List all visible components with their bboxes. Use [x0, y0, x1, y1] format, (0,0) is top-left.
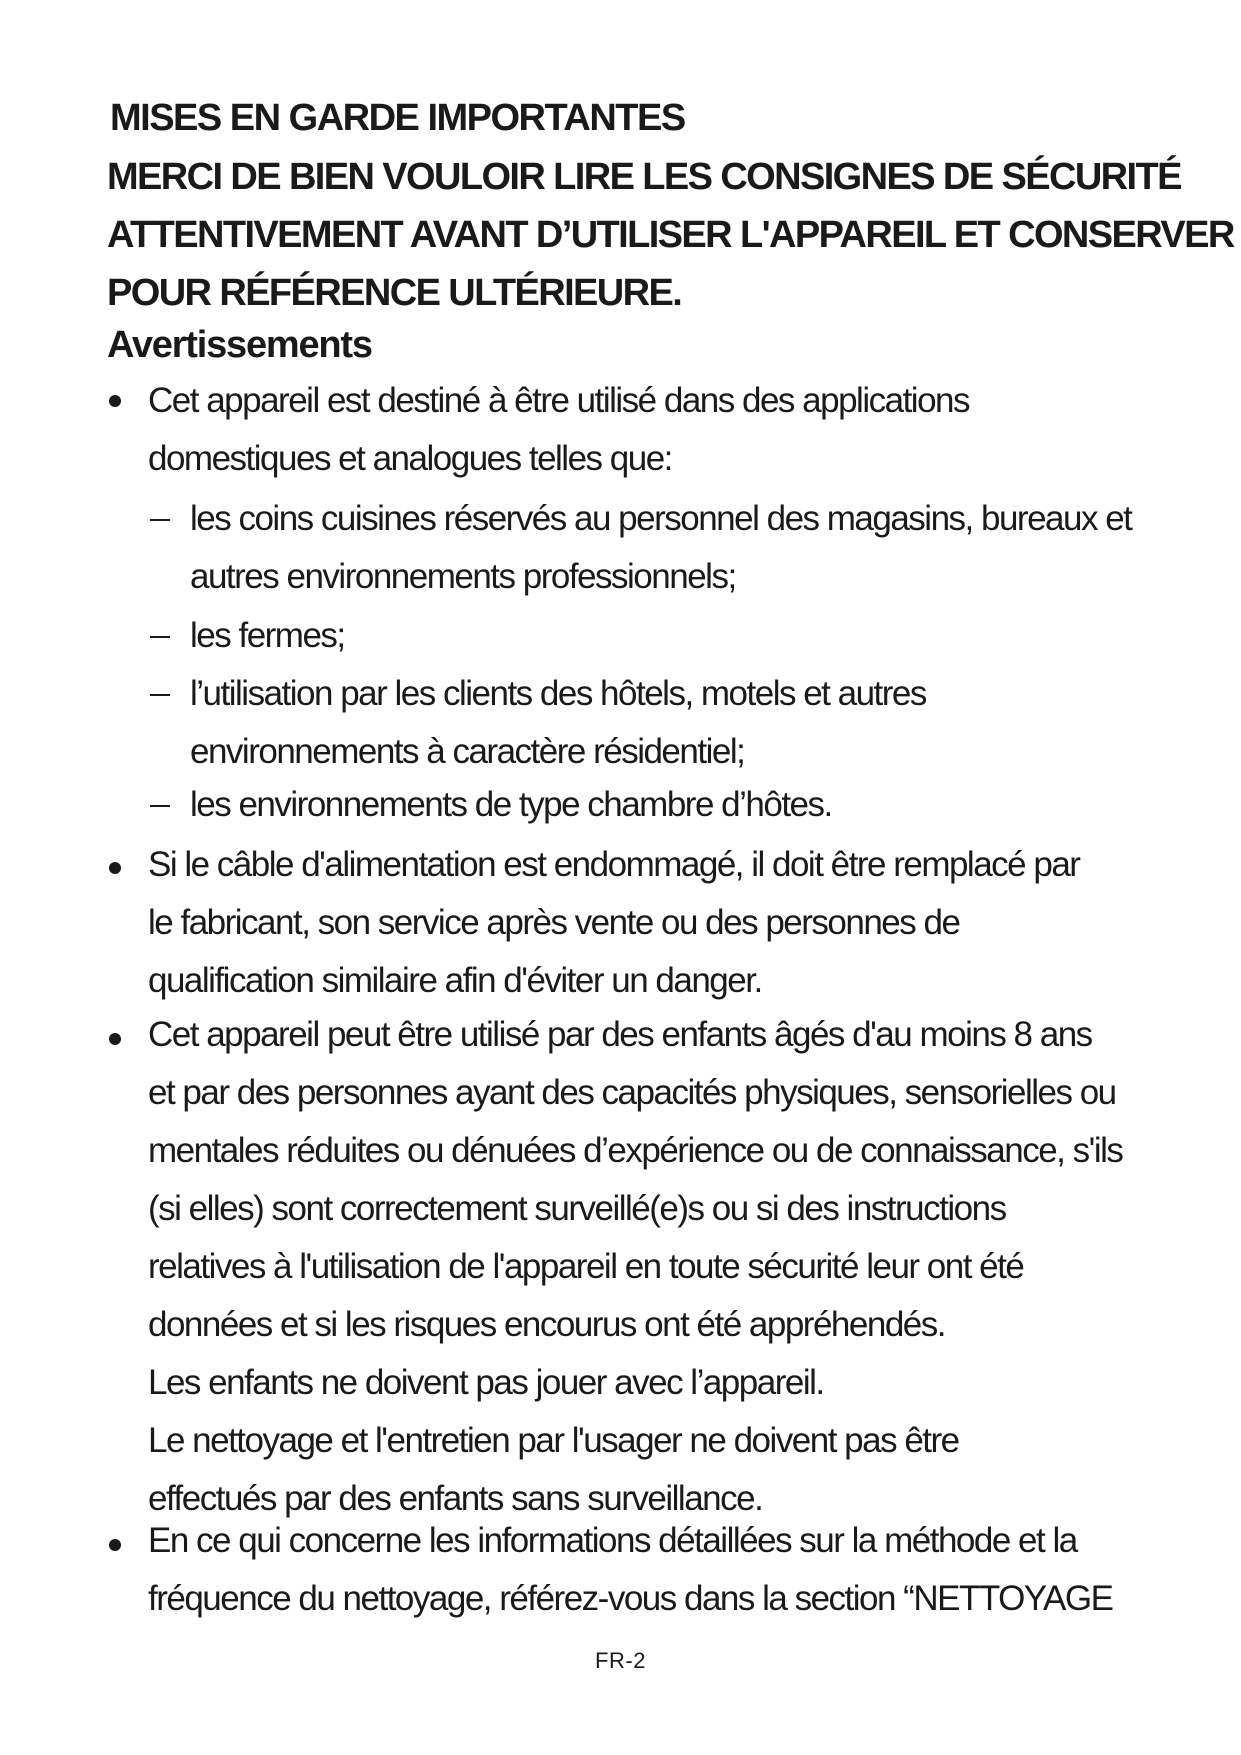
bullet-3-line: (si elles) sont correctement surveillé(e)s ou si des instructions: [148, 1189, 1006, 1228]
intro-line: ATTENTIVEMENT AVANT D’UTILISER L'APPAREIL ET CONSERVER: [107, 214, 1234, 256]
intro-line: POUR RÉFÉRENCE ULTÉRIEURE.: [107, 272, 682, 314]
bullet-icon: [109, 1033, 121, 1045]
bullet-3-line: effectués par des enfants sans surveillance.: [148, 1479, 763, 1518]
bullet-1-line: domestiques et analogues telles que:: [148, 439, 672, 478]
bullet-3-line: Le nettoyage et l'entretien par l'usager ne doivent pas être: [148, 1421, 959, 1460]
sub-item-3-line: environnements à caractère résidentiel;: [190, 732, 745, 771]
dash-icon: [150, 519, 170, 521]
dash-icon: [150, 636, 170, 638]
bullet-2-line: le fabricant, son service après vente ou des personnes de: [148, 903, 960, 942]
bullet-4-line: fréquence du nettoyage, référez-vous dans la section “NETTOYAGE: [148, 1579, 1113, 1618]
bullet-3-line: Les enfants ne doivent pas jouer avec l’appareil.: [148, 1363, 824, 1402]
bullet-3-line: et par des personnes ayant des capacités physiques, sensorielles ou: [148, 1073, 1116, 1112]
dash-icon: [150, 694, 170, 696]
bullet-2-line: Si le câble d'alimentation est endommagé, il doit être remplacé par: [148, 845, 1080, 884]
sub-item-1-line: les coins cuisines réservés au personnel des magasins, bureaux et: [190, 499, 1132, 538]
intro-paragraph: [107, 148, 1234, 322]
bullet-1-line: Cet appareil est destiné à être utilisé dans des applications: [148, 381, 969, 420]
intro-line: MERCI DE BIEN VOULOIR LIRE LES CONSIGNES DE SÉCURITÉ: [107, 156, 1181, 198]
bullet-2-line: qualification similaire afin d'éviter un danger.: [148, 961, 762, 1000]
bullet-3-line: données et si les risques encourus ont été appréhendés.: [148, 1305, 945, 1344]
bullet-3-line: relatives à l'utilisation de l'appareil en toute sécurité leur ont été: [148, 1247, 1024, 1286]
bullet-icon: [109, 862, 121, 874]
sub-item-2-line: les fermes;: [190, 616, 345, 655]
dash-icon: [150, 805, 170, 807]
bullet-3-line: mentales réduites ou dénuées d’expérience ou de connaissance, s'ils: [148, 1131, 1123, 1170]
bullet-4-line: En ce qui concerne les informations détaillées sur la méthode et la: [148, 1521, 1077, 1560]
main-heading: MISES EN GARDE IMPORTANTES: [110, 97, 685, 139]
bullet-icon: [109, 395, 121, 407]
sub-item-4-line: les environnements de type chambre d’hôtes.: [190, 785, 832, 824]
bullet-icon: [109, 1539, 121, 1551]
page-number: FR-2: [595, 1648, 646, 1673]
bullet-3-line: Cet appareil peut être utilisé par des enfants âgés d'au moins 8 ans: [148, 1015, 1092, 1054]
sub-item-1-line: autres environnements professionnels;: [190, 557, 736, 596]
sub-item-3-line: l’utilisation par les clients des hôtels, motels et autres: [190, 674, 926, 713]
section-title: Avertissements: [107, 324, 372, 366]
